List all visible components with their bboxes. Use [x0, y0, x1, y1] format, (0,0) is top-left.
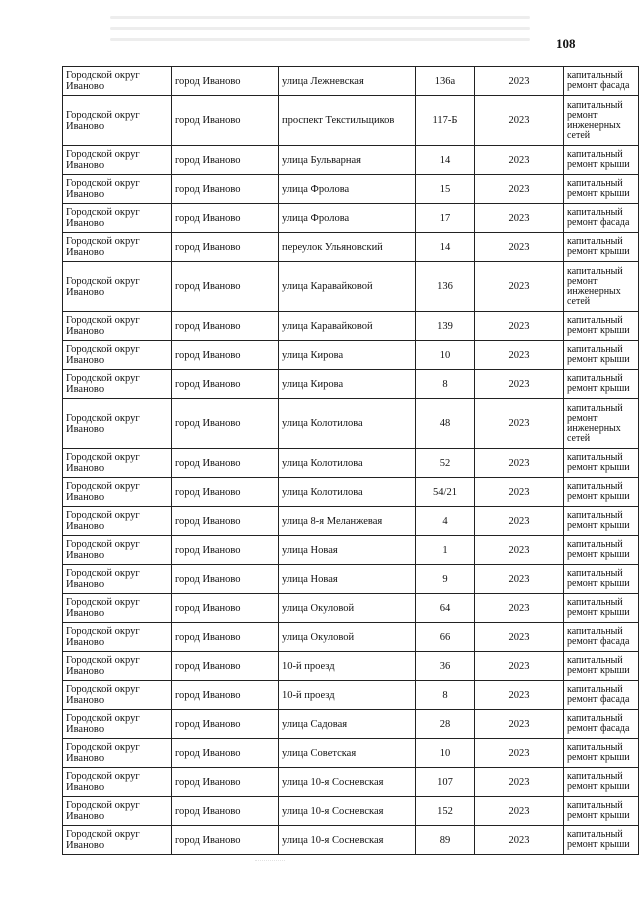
cell-okrug: Городской округ Иваново [63, 623, 172, 652]
cell-street: улица Лежневская [279, 67, 416, 96]
cell-okrug: Городской округ Иваново [63, 507, 172, 536]
cell-city: город Иваново [172, 507, 279, 536]
cell-street: улица Садовая [279, 710, 416, 739]
cell-street: переулок Ульяновский [279, 233, 416, 262]
cell-okrug: Городской округ Иваново [63, 233, 172, 262]
cell-city: город Иваново [172, 67, 279, 96]
cell-work: капитальный ремонт крыши [564, 826, 639, 855]
cell-street: улица Каравайковой [279, 262, 416, 312]
cell-street: улица Фролова [279, 175, 416, 204]
cell-city: город Иваново [172, 204, 279, 233]
cell-house: 14 [416, 233, 475, 262]
cell-year: 2023 [475, 565, 564, 594]
cell-okrug: Городской округ Иваново [63, 681, 172, 710]
cell-city: город Иваново [172, 565, 279, 594]
cell-okrug: Городской округ Иваново [63, 341, 172, 370]
cell-year: 2023 [475, 652, 564, 681]
cell-year: 2023 [475, 536, 564, 565]
cell-city: город Иваново [172, 146, 279, 175]
cell-house: 4 [416, 507, 475, 536]
cell-work: капитальный ремонт фасада [564, 623, 639, 652]
cell-year: 2023 [475, 67, 564, 96]
cell-house: 1 [416, 536, 475, 565]
cell-city: город Иваново [172, 262, 279, 312]
table-row [63, 370, 639, 399]
cell-street: 10-й проезд [279, 681, 416, 710]
cell-year: 2023 [475, 204, 564, 233]
cell-city: город Иваново [172, 370, 279, 399]
cell-okrug: Городской округ Иваново [63, 449, 172, 478]
faint-header-line [110, 27, 530, 30]
cell-year: 2023 [475, 399, 564, 449]
table-row [63, 681, 639, 710]
cell-city: город Иваново [172, 768, 279, 797]
table-row [63, 449, 639, 478]
cell-street: улица 10-я Сосневская [279, 768, 416, 797]
cell-work: капитальный ремонт крыши [564, 233, 639, 262]
cell-house: 48 [416, 399, 475, 449]
cell-work: капитальный ремонт инженерных сетей [564, 399, 639, 449]
table-row [63, 341, 639, 370]
table-row [63, 594, 639, 623]
table-row [63, 507, 639, 536]
cell-okrug: Городской округ Иваново [63, 175, 172, 204]
cell-house: 9 [416, 565, 475, 594]
cell-okrug: Городской округ Иваново [63, 204, 172, 233]
table-row [63, 478, 639, 507]
cell-okrug: Городской округ Иваново [63, 312, 172, 341]
cell-street: 10-й проезд [279, 652, 416, 681]
cell-house: 64 [416, 594, 475, 623]
cell-house: 139 [416, 312, 475, 341]
cell-city: город Иваново [172, 797, 279, 826]
cell-house: 117-Б [416, 96, 475, 146]
table-row [63, 262, 639, 312]
cell-street: улица Фролова [279, 204, 416, 233]
cell-okrug: Городской округ Иваново [63, 652, 172, 681]
cell-city: город Иваново [172, 96, 279, 146]
cell-street: улица Советская [279, 739, 416, 768]
cell-work: капитальный ремонт крыши [564, 565, 639, 594]
cell-house: 89 [416, 826, 475, 855]
cell-city: город Иваново [172, 623, 279, 652]
cell-work: капитальный ремонт крыши [564, 370, 639, 399]
cell-year: 2023 [475, 594, 564, 623]
table-row [63, 652, 639, 681]
cell-year: 2023 [475, 478, 564, 507]
cell-city: город Иваново [172, 739, 279, 768]
page-number: 108 [556, 36, 576, 51]
cell-okrug: Городской округ Иваново [63, 478, 172, 507]
cell-year: 2023 [475, 623, 564, 652]
cell-year: 2023 [475, 710, 564, 739]
cell-year: 2023 [475, 681, 564, 710]
cell-street: улица Бульварная [279, 146, 416, 175]
cell-house: 136а [416, 67, 475, 96]
cell-okrug: Городской округ Иваново [63, 536, 172, 565]
table-row [63, 623, 639, 652]
cell-okrug: Городской округ Иваново [63, 262, 172, 312]
cell-street: улица Каравайковой [279, 312, 416, 341]
cell-year: 2023 [475, 826, 564, 855]
cell-okrug: Городской округ Иваново [63, 399, 172, 449]
cell-house: 36 [416, 652, 475, 681]
table-row [63, 739, 639, 768]
cell-year: 2023 [475, 175, 564, 204]
cell-city: город Иваново [172, 312, 279, 341]
cell-city: город Иваново [172, 341, 279, 370]
cell-street: улица Новая [279, 565, 416, 594]
cell-work: капитальный ремонт крыши [564, 594, 639, 623]
cell-street: проспект Текстильщиков [279, 96, 416, 146]
faint-header-line [110, 16, 530, 19]
cell-work: капитальный ремонт крыши [564, 536, 639, 565]
cell-city: город Иваново [172, 594, 279, 623]
table-row [63, 536, 639, 565]
cell-year: 2023 [475, 449, 564, 478]
table-row [63, 312, 639, 341]
cell-year: 2023 [475, 233, 564, 262]
table-row [63, 67, 639, 96]
table-row [63, 175, 639, 204]
cell-work: капитальный ремонт крыши [564, 312, 639, 341]
cell-work: капитальный ремонт инженерных сетей [564, 96, 639, 146]
cell-okrug: Городской округ Иваново [63, 768, 172, 797]
cell-work: капитальный ремонт крыши [564, 341, 639, 370]
cell-city: город Иваново [172, 478, 279, 507]
cell-house: 10 [416, 341, 475, 370]
cell-house: 17 [416, 204, 475, 233]
cell-city: город Иваново [172, 710, 279, 739]
cell-street: улица Колотилова [279, 399, 416, 449]
cell-year: 2023 [475, 797, 564, 826]
faint-header-line [110, 38, 530, 41]
cell-okrug: Городской округ Иваново [63, 826, 172, 855]
cell-city: город Иваново [172, 399, 279, 449]
cell-year: 2023 [475, 507, 564, 536]
faint-scan-header [110, 8, 530, 54]
cell-okrug: Городской округ Иваново [63, 565, 172, 594]
cell-street: улица Колотилова [279, 449, 416, 478]
cell-house: 8 [416, 681, 475, 710]
cell-work: капитальный ремонт фасада [564, 204, 639, 233]
cell-okrug: Городской округ Иваново [63, 370, 172, 399]
cell-work: капитальный ремонт крыши [564, 797, 639, 826]
cell-work: капитальный ремонт инженерных сетей [564, 262, 639, 312]
cell-house: 52 [416, 449, 475, 478]
cell-house: 10 [416, 739, 475, 768]
cell-city: город Иваново [172, 175, 279, 204]
cell-house: 136 [416, 262, 475, 312]
cell-work: капитальный ремонт фасада [564, 710, 639, 739]
cell-year: 2023 [475, 312, 564, 341]
cell-street: улица Окуловой [279, 623, 416, 652]
cell-street: улица Колотилова [279, 478, 416, 507]
cell-year: 2023 [475, 370, 564, 399]
cell-year: 2023 [475, 341, 564, 370]
table-row [63, 96, 639, 146]
cell-house: 66 [416, 623, 475, 652]
cell-work: капитальный ремонт крыши [564, 768, 639, 797]
table-row [63, 146, 639, 175]
table-row [63, 710, 639, 739]
table-row [63, 399, 639, 449]
cell-street: улица Кирова [279, 341, 416, 370]
cell-city: город Иваново [172, 449, 279, 478]
cell-house: 8 [416, 370, 475, 399]
cell-work: капитальный ремонт фасада [564, 681, 639, 710]
cell-okrug: Городской округ Иваново [63, 739, 172, 768]
faint-bottom-mark [255, 860, 285, 871]
cell-work: капитальный ремонт фасада [564, 67, 639, 96]
cell-city: город Иваново [172, 826, 279, 855]
cell-work: капитальный ремонт крыши [564, 449, 639, 478]
table-row [63, 768, 639, 797]
cell-work: капитальный ремонт крыши [564, 146, 639, 175]
cell-street: улица 10-я Сосневская [279, 826, 416, 855]
registry-table [62, 66, 639, 855]
cell-year: 2023 [475, 262, 564, 312]
cell-house: 15 [416, 175, 475, 204]
registry-table-body [63, 67, 639, 855]
cell-year: 2023 [475, 146, 564, 175]
cell-okrug: Городской округ Иваново [63, 710, 172, 739]
cell-city: город Иваново [172, 536, 279, 565]
cell-house: 14 [416, 146, 475, 175]
table-row [63, 797, 639, 826]
cell-okrug: Городской округ Иваново [63, 797, 172, 826]
cell-okrug: Городской округ Иваново [63, 146, 172, 175]
cell-house: 54/21 [416, 478, 475, 507]
cell-year: 2023 [475, 739, 564, 768]
cell-house: 107 [416, 768, 475, 797]
cell-year: 2023 [475, 768, 564, 797]
cell-year: 2023 [475, 96, 564, 146]
cell-okrug: Городской округ Иваново [63, 594, 172, 623]
cell-city: город Иваново [172, 681, 279, 710]
cell-okrug: Городской округ Иваново [63, 96, 172, 146]
cell-house: 152 [416, 797, 475, 826]
cell-work: капитальный ремонт крыши [564, 175, 639, 204]
cell-work: капитальный ремонт крыши [564, 652, 639, 681]
cell-street: улица 8-я Меланжевая [279, 507, 416, 536]
cell-work: капитальный ремонт крыши [564, 739, 639, 768]
table-row [63, 204, 639, 233]
table-row [63, 233, 639, 262]
cell-work: капитальный ремонт крыши [564, 507, 639, 536]
cell-okrug: Городской округ Иваново [63, 67, 172, 96]
cell-street: улица Кирова [279, 370, 416, 399]
cell-work: капитальный ремонт крыши [564, 478, 639, 507]
cell-street: улица Новая [279, 536, 416, 565]
cell-house: 28 [416, 710, 475, 739]
cell-city: город Иваново [172, 233, 279, 262]
cell-street: улица 10-я Сосневская [279, 797, 416, 826]
table-row [63, 565, 639, 594]
cell-street: улица Окуловой [279, 594, 416, 623]
table-row [63, 826, 639, 855]
cell-city: город Иваново [172, 652, 279, 681]
